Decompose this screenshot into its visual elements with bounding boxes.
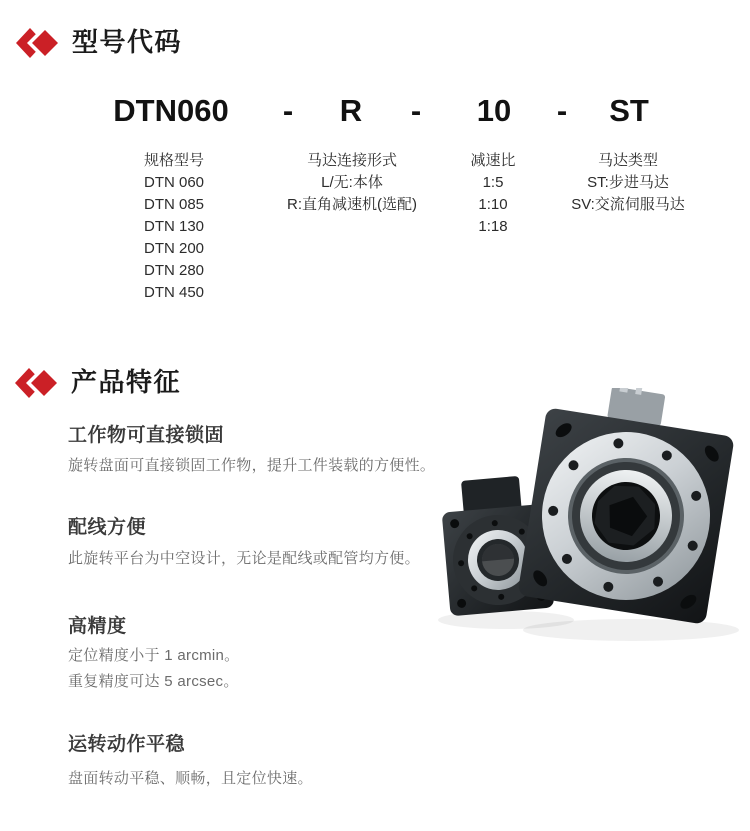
feature-title-easy-wiring: 配线方便 [68, 517, 147, 538]
column-header: 马达类型 [597, 152, 658, 169]
column-motor-connection [287, 150, 417, 216]
column-header: 马达连接形式 [306, 152, 397, 169]
model-code-part-motor: ST [609, 93, 649, 128]
feature-desc: 重复精度可达 5 arcsec。 [68, 673, 239, 690]
large-rotary-unit [517, 388, 741, 625]
column-item: DTN 450 [144, 284, 205, 301]
column-item: DTN 200 [144, 240, 205, 257]
feature-desc: 旋转盘面可直接锁固工作物，提升工件装载的方便性。 [68, 457, 436, 474]
feature-title-high-precision: 高精度 [68, 616, 127, 637]
column-header: 规格型号 [144, 152, 205, 169]
model-code-part-series: DTN060 [113, 93, 229, 128]
model-code-part-connection: R [339, 93, 363, 128]
model-code-separator: - [556, 93, 568, 128]
model-code-separator: - [410, 93, 422, 128]
feature-desc: 此旋转平台为中空设计，无论是配线或配管均方便。 [68, 550, 420, 567]
column-item: L/无:本体 [321, 174, 383, 191]
column-item: SV:交流伺服马达 [571, 196, 685, 213]
double-diamond-icon [14, 366, 58, 400]
feature-title-smooth-motion: 运转动作平稳 [68, 734, 186, 755]
column-reduction-ratio [470, 150, 515, 238]
column-item: DTN 130 [144, 218, 205, 235]
column-item: DTN 060 [144, 174, 205, 191]
column-item: DTN 280 [144, 262, 205, 279]
model-code-heading: 型号代码 [72, 27, 183, 58]
column-item: ST:步进马达 [587, 174, 669, 191]
column-item: 1:5 [482, 174, 504, 191]
column-item: 1:18 [478, 218, 508, 235]
model-code-section-header [15, 26, 182, 60]
model-code-separator: - [282, 93, 294, 128]
model-code-part-ratio: 10 [476, 93, 512, 128]
features-heading: 产品特征 [71, 367, 182, 398]
feature-desc: 定位精度小于 1 arcmin。 [68, 647, 240, 664]
column-item: R:直角减速机(选配) [287, 196, 417, 213]
column-spec-models [144, 150, 204, 304]
hollow-rotary-platform-photo [426, 388, 746, 643]
column-motor-type [571, 150, 685, 216]
features-section-header [14, 366, 181, 400]
feature-desc: 盘面转动平稳、顺畅，且定位快速。 [68, 770, 313, 787]
feature-title-direct-clamping: 工作物可直接锁固 [68, 425, 225, 446]
column-header: 减速比 [470, 152, 516, 169]
column-item: DTN 085 [144, 196, 205, 213]
double-diamond-icon [15, 26, 59, 60]
column-item: 1:10 [478, 196, 508, 213]
